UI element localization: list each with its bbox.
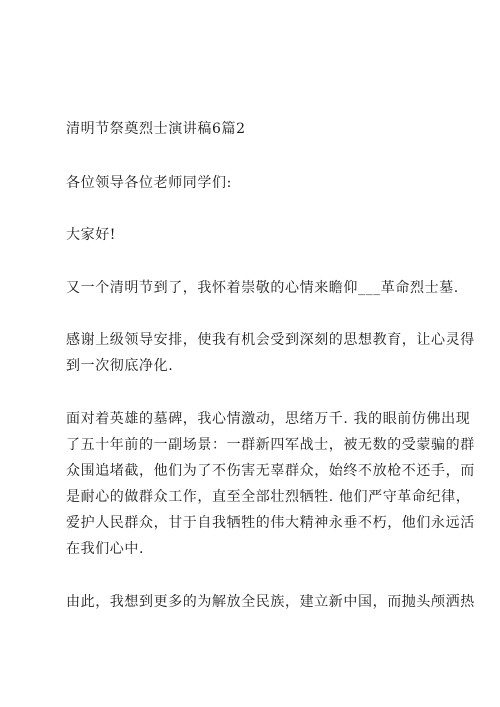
paragraph-3-line: 面对着英雄的墓碑，我心情激动，思绪万千. 我的眼前仿佛出现 [66, 411, 471, 427]
paragraph-1-line: 又一个清明节到了，我怀着崇敬的心情来瞻仰___革命烈士墓. [66, 280, 459, 296]
document-title: 清明节祭奠烈士演讲稿6篇2 [66, 121, 246, 137]
paragraph-2-line: 到一次彻底净化. [66, 358, 174, 374]
salutation: 各位领导各位老师同学们: [66, 175, 232, 191]
paragraph-3-line: 在我们心中. [66, 541, 145, 557]
paragraph-3-line: 是耐心的做群众工作，直至全部壮烈牺牲. 他们严守革命纪律， [66, 489, 471, 505]
paragraph-3-line: 了五十年前的一副场景：一群新四军战士，被无数的受蒙骗的群 [66, 437, 475, 453]
paragraph-2-line: 感谢上级领导安排，使我有机会受到深刻的思想教育，让心灵得 [66, 332, 475, 348]
greeting: 大家好! [66, 227, 117, 243]
paragraph-3-line: 爱护人民群众，甘于自我牺牲的伟大精神永垂不朽，他们永远活 [66, 515, 475, 531]
paragraph-4-line: 由此，我想到更多的为解放全民族，建立新中国，而抛头颅洒热 [66, 594, 475, 610]
paragraph-3-line: 众围追堵截，他们为了不伤害无辜群众，始终不放枪不还手，而 [66, 463, 475, 479]
